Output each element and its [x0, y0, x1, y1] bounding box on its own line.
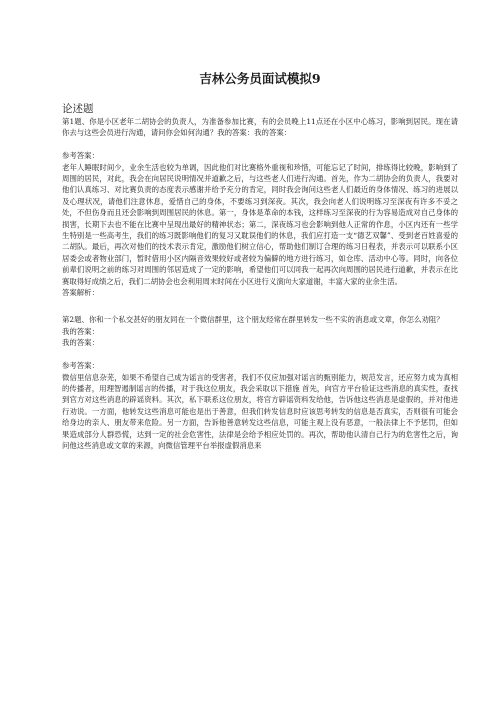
my-answer-label: 我的答案： — [62, 326, 99, 336]
reference-answer-label: 参考答案： — [62, 151, 99, 161]
answer-analysis-label: 答案解析： — [62, 288, 99, 298]
document-title: 吉林公务员面试模拟9 — [199, 71, 321, 86]
question-prompt: 第2题、你和一个私交甚好的朋友同在一个微信群里，这个朋友经常在群里转发一些不实的消息或文章，你怎么劝阻？ — [62, 315, 444, 325]
section-heading: 论述题 — [62, 103, 94, 115]
question-prompt: 第1题、你是小区老年二胡协会的负责人，为准备参加比赛，有的会员晚上11点还在小区中心练习，影响到居民。现在请你去与这些会员进行沟通，请问你会如何沟通？我的答案：我的答案： — [62, 117, 458, 138]
my-answer-label: 我的答案： — [62, 338, 99, 348]
question-2 — [62, 314, 458, 451]
reference-answer-text: 老年人睡眠时间少，业余生活也较为单调，因此他们对比赛格外重视和珍惜，可能忘记了时间，排练得比较晚，影响到了周围的居民，对此，我会在向居民说明情况并道歉之后，与这些老人们进行沟通。首先，作为二胡协会的负责人，我要对他们认真练习、对比赛负责的态度表示感谢并给予充分的肯定，同时我会询问这些老人们最近的身体情况、练习的进展以及心理状况，请他们注意休息，爱惜自己的身体，不要练习到深夜。其次，我会向老人们说明练习至深夜有许多不妥之处，不但伤身而且还会影响到周围居民的休息。第一，身体是革命的本钱，这样练习至深夜的行为容易造成对自己身体的损害，长期下去也不能在比赛中呈现出最好的精神状态；第二，深夜练习也会影响到他人正常的作息，小区内还有一些学生特别是一些高考生，我们的练习既影响他们的复习又耽误他们的休息，我们应打造一支“德艺双馨”、受到老百姓喜爱的二胡队。最后，再次对他们的技术表示肯定，激励他们树立信心，帮助他们制订合理的练习日程表，并表示可以联系小区居委会或者物业部门，暂时借用小区内隔音效果较好或者较为偏僻的地方进行练习，如仓库、活动中心等。同时，向各位前辈们说明之前的练习对周围的邻居造成了一定的影响，希望他们可以同我一起再次向周围的居民进行道歉，并表示在比赛取得好成绩之后，我们二胡协会也会利用周末时间在小区进行义演向大家道谢，丰富大家的业余生活。 — [62, 162, 458, 286]
question-1 — [62, 116, 458, 298]
reference-answer-text: 微信里信息杂芜，如果不希望自己成为谣言的受害者，我们不仅应加强对谣言的甄别能力，规范发言，还应努力成为真相的传播者，用理智遏制谣言的传播，对于我这位朋友，我会采取以下措施 首先，向官方平台验证这些消息的真实性，查找到官方对这些消息的辟谣资料。其次，私下联系这位朋友，将官方辟谣资料发给他，告诉他这些消息是虚假的，并对他进行劝说。一方面，他转发这些消息可能也是出于善意，但我们转发信息时应该思考转发的信息是否真实，否则很有可能会给身边的亲人、朋友带来危险。另一方面，告诉他善意转发这些信息，可能主观上没有恶意，一般法律上不予惩罚，但如果造成部分人群恐慌，达到一定的社会危害性，法律是会给予相应处罚的。再次，帮助他认清自己行为的危害性之后，询问他这些消息或文章的来源，向微信管理平台举报虚假消息来 — [62, 372, 458, 450]
reference-answer-label: 参考答案： — [62, 361, 99, 371]
